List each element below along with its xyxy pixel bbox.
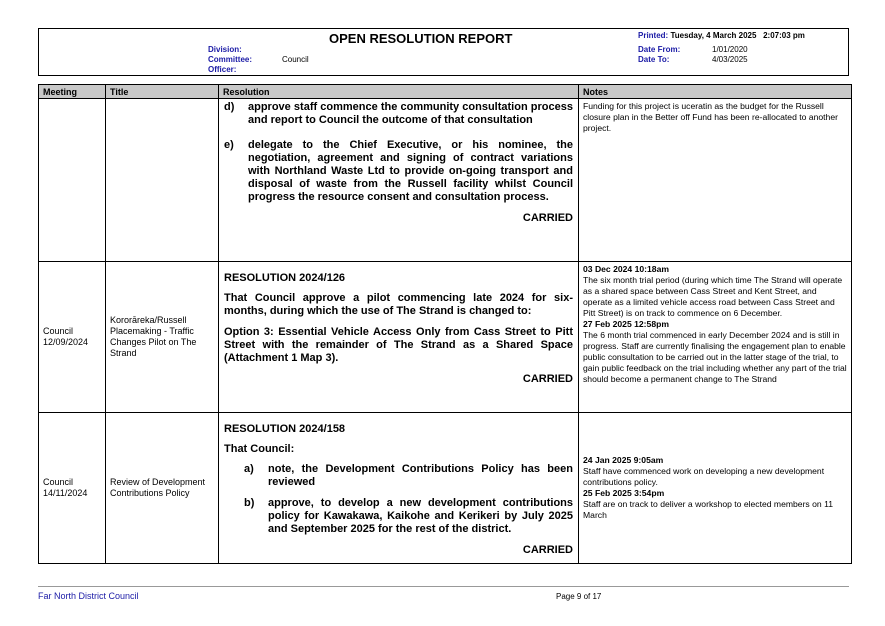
item-letter: b) (244, 497, 255, 509)
committee-label: Committee: (208, 55, 253, 64)
col-resolution: Resolution (219, 85, 579, 99)
item-letter: a) (244, 463, 254, 475)
note-date: 27 Feb 2025 12:58pm (583, 319, 669, 329)
notes-cell (579, 413, 852, 564)
division-label: Division: (208, 45, 242, 54)
resolution-item (224, 463, 573, 489)
date-from-label: Date From: (638, 45, 681, 54)
item-text: delegate to the Chief Executive, or his nominee, the negotiation, agreement and signing of contract variations with Northland Waste Ltd to provide on-going transport and disposal of waste from the Russell facility whilst Council progress the resource consent and consultation process. (248, 139, 573, 203)
note-date: 24 Jan 2025 9:05am (583, 455, 664, 465)
footer-org: Far North District Council (38, 591, 139, 601)
notes-cell (579, 262, 852, 413)
note-text: Staff are on track to deliver a workshop to elected members on 11 March (583, 499, 833, 520)
printed-value: Tuesday, 4 March 2025 2:07:03 pm (670, 31, 805, 40)
header-meta-right (638, 31, 805, 65)
table-header-row (39, 85, 852, 99)
resolution-item (224, 139, 573, 204)
title-cell (106, 99, 219, 262)
resolution-heading: RESOLUTION 2024/158 (224, 423, 346, 435)
item-letter: e) (224, 139, 234, 151)
committee-value: Council (282, 55, 309, 64)
resolution-cell (219, 99, 579, 262)
title-cell: Kororāreka/Russell Placemaking - Traffic Changes Pilot on The Strand (106, 262, 219, 413)
resolution-table (38, 84, 852, 564)
carried-label: CARRIED (522, 373, 573, 385)
table-row (39, 413, 852, 564)
page-number: Page 9 of 17 (556, 592, 602, 601)
meeting-cell: Council 14/11/2024 (39, 413, 106, 564)
date-to-label: Date To: (638, 55, 670, 64)
item-text: approve staff commence the community consultation process and report to Council the outcome of that consultation (248, 101, 573, 126)
date-to-value: 4/03/2025 (712, 55, 748, 64)
table-row (39, 262, 852, 413)
note-text: The six month trial period (during which time The Strand will operate as a shared space between Cass Street and Kent Street, and operate as a limited vehicle access road between Cass Street and Pitt Street) is on track to commence on 6 December. (583, 275, 843, 318)
table-row (39, 99, 852, 262)
resolution-cell (219, 413, 579, 564)
col-meeting: Meeting (39, 85, 106, 99)
col-notes: Notes (579, 85, 852, 99)
date-from-value: 1/01/2020 (712, 45, 748, 54)
col-title: Title (106, 85, 219, 99)
resolution-paragraph: That Council approve a pilot commencing late 2024 for six-months, during which the use of The Strand is changed to: (224, 292, 573, 317)
notes-cell (579, 99, 852, 262)
item-text: note, the Development Contributions Policy has been reviewed (268, 463, 573, 488)
title-cell: Review of Development Contributions Policy (106, 413, 219, 564)
resolution-heading: RESOLUTION 2024/126 (224, 272, 346, 284)
meeting-cell (39, 99, 106, 262)
note-date: 03 Dec 2024 10:18am (583, 264, 670, 274)
note-text: The 6 month trial commenced in early December 2024 and is still in progress. Staff are currently finalising the engagement plan to enable public consultation to be carried out in the latter stage of the trial, to gain public feedback on the trial including whether any part of the trial should become a permanent change to The Strand (583, 330, 847, 384)
note-text: Staff have commenced work on developing a new development contributions policy. (583, 466, 825, 487)
resolution-paragraph: Option 3: Essential Vehicle Access Only from Cass Street to Pitt Street with the remainder of The Strand as a Shared Space (Attachment 1 Map 3). (224, 326, 573, 364)
header-meta-left (208, 45, 309, 75)
resolution-item (224, 497, 573, 536)
printed-label: Printed: (638, 31, 669, 40)
resolution-intro: That Council: (224, 443, 295, 455)
report-title: OPEN RESOLUTION REPORT (329, 31, 513, 46)
meeting-cell: Council 12/09/2024 (39, 262, 106, 413)
note-text: Funding for this project is uceratin as the budget for the Russell closure plan in the Better off Fund has been re-allocated to another project. (583, 101, 838, 133)
carried-label: CARRIED (522, 212, 573, 224)
officer-label: Officer: (208, 65, 237, 74)
report-header (38, 28, 849, 76)
resolution-cell (219, 262, 579, 413)
note-date: 25 Feb 2025 3:54pm (583, 488, 665, 498)
footer-divider (38, 586, 849, 587)
resolution-item (224, 101, 573, 127)
carried-label: CARRIED (522, 544, 573, 556)
item-text: approve, to develop a new development contributions policy for Kawakawa, Kaikohe and Kerikeri by July 2025 and September 2025 for the rest of the district. (268, 497, 573, 535)
item-letter: d) (224, 101, 235, 113)
